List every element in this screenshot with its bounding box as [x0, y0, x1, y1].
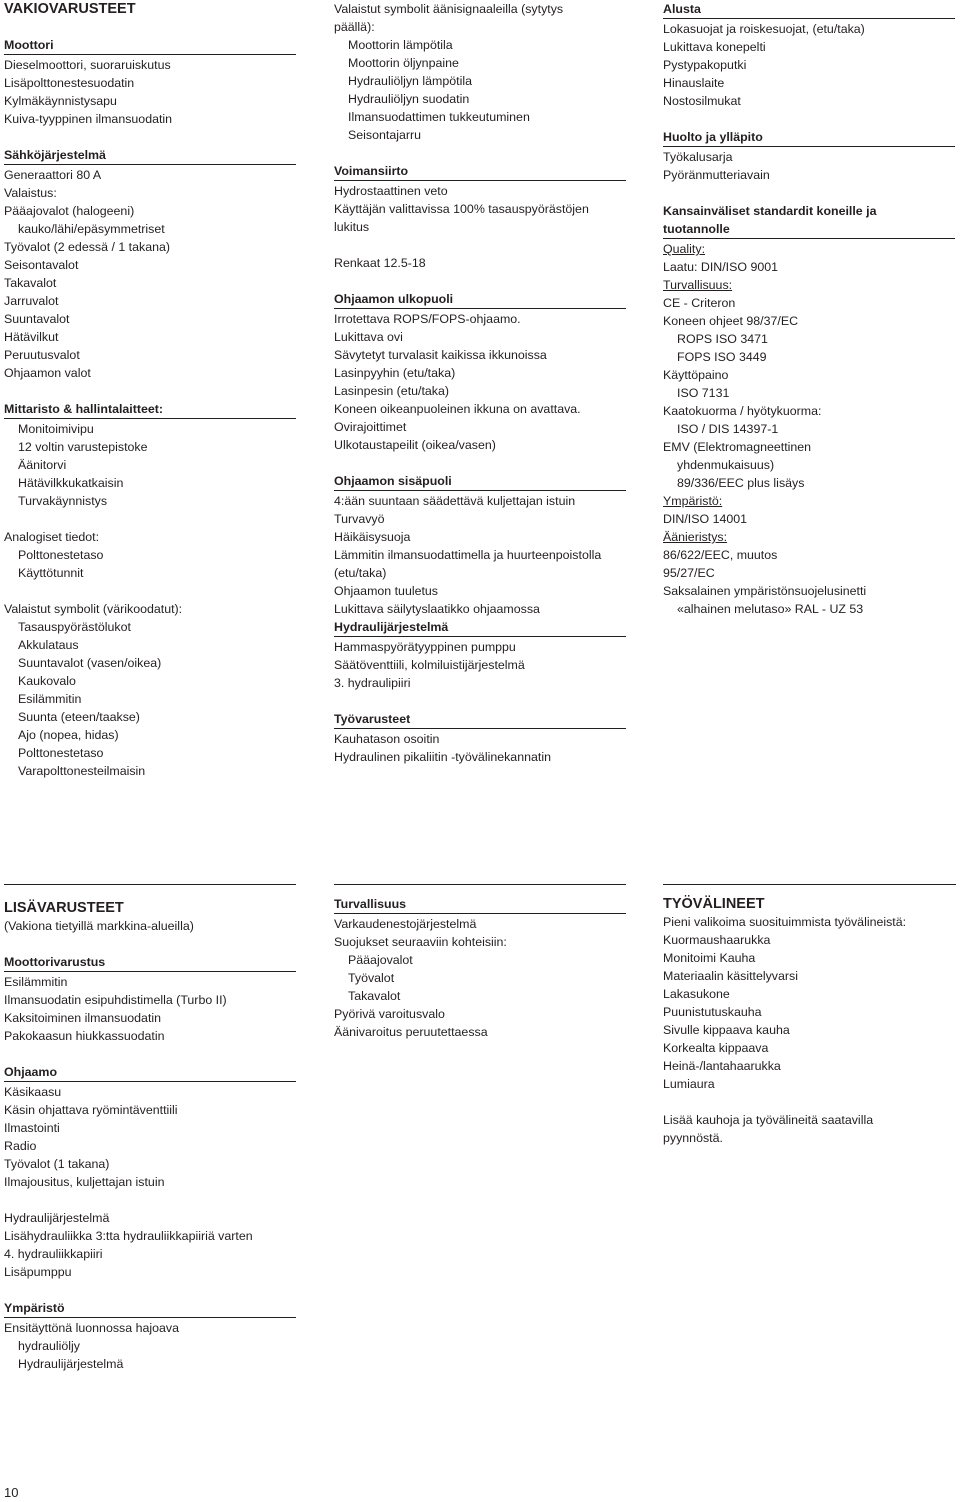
list-item: Kauhatason osoitin [334, 732, 440, 746]
list-item: Pakokaasun hiukkassuodatin [4, 1029, 165, 1043]
list-item: Äänitorvi [18, 458, 67, 472]
list-item: 89/336/EEC plus lisäys [677, 476, 805, 490]
list-item: Peruutusvalot [4, 348, 80, 362]
list-item: Hätävilkkukatkaisin [18, 476, 124, 490]
list-item: Suuntavalot (vasen/oikea) [18, 656, 162, 670]
list-item: Varkaudenestojärjestelmä [334, 917, 477, 931]
list-item: 3. hydraulipiiri [334, 676, 411, 690]
list-item: Ovirajoittimet [334, 420, 407, 434]
list-item: Hammaspyörätyyppinen pumppu [334, 640, 516, 654]
list-item: Irrotettava ROPS/FOPS-ohjaamo. [334, 312, 521, 326]
list-item: Sivulle kippaava kauha [663, 1023, 790, 1037]
list-item: Moottorin öljynpaine [348, 56, 459, 70]
list-item: Takavalot [4, 276, 57, 290]
list-item: Koneen ohjeet 98/37/EC [663, 314, 799, 328]
list-item: Hydraulinen pikaliitin -työvälinekannatin [334, 750, 551, 764]
optional-equipment-column-1 [4, 899, 296, 1373]
list-item: Monitoimi Kauha [663, 951, 756, 965]
optional-equipment-title: LISÄVARUSTEET [4, 900, 124, 916]
list-item: Hydraulijärjestelmä [18, 1357, 124, 1371]
list-item: Lokasuojat ja roiskesuojat, (etu/taka) [663, 22, 865, 36]
list-item: «alhainen melutaso» RAL - UZ 53 [677, 602, 864, 616]
list-item: Lisäpolttonestesuodatin [4, 76, 135, 90]
list-item: Äänivaroitus peruutettaessa [334, 1025, 488, 1039]
divider-line [663, 884, 956, 885]
list-item: (etu/taka) [334, 566, 387, 580]
list-item: hydrauliöljy [18, 1339, 80, 1353]
list-item: lukitus [334, 220, 370, 234]
list-item: 4. hydrauliikkapiiri [4, 1247, 103, 1261]
list-item: Ilmansuodatin esipuhdistimella (Turbo II) [4, 993, 227, 1007]
section-heading-alusta: Alusta [663, 0, 955, 19]
heading-line: Kansainväliset standardit koneille ja [663, 204, 877, 218]
list-item: Jarruvalot [4, 294, 59, 308]
section-heading-hydraulijarjestelma: Hydraulijärjestelmä [334, 618, 626, 637]
list-item: Radio [4, 1139, 37, 1153]
list-item: Turvavyö [334, 512, 385, 526]
list-item: Pääajovalot (halogeeni) [4, 204, 135, 218]
list-item: Hinauslaite [663, 76, 725, 90]
list-item: FOPS ISO 3449 [677, 350, 767, 364]
list-item: Suuntavalot [4, 312, 70, 326]
list-item: Käyttäjän valittavissa 100% tasauspyörästöjen [334, 202, 589, 216]
turvallisuus-label: Turvallisuus: [663, 278, 733, 292]
list-item: Dieselmoottori, suoraruiskutus [4, 58, 171, 72]
list-item: Generaattori 80 A [4, 168, 102, 182]
list-item: Ensitäyttönä luonnossa hajoava [4, 1321, 179, 1335]
ymparisto-label: Ympäristö: [663, 494, 723, 508]
sisapuoli-list [334, 492, 626, 618]
list-item: 4:ään suuntaan säädettävä kuljettajan istuin [334, 494, 576, 508]
list-item: Ilmansuodattimen tukkeutuminen [348, 110, 530, 124]
list-item: Puunistutuskauha [663, 1005, 762, 1019]
list-item: Lisäpumppu [4, 1265, 72, 1279]
list-item: CE - Criteron [663, 296, 736, 310]
list-item: Työvalot (1 takana) [4, 1157, 110, 1171]
list-item: Lisähydrauliikka 3:tta hydrauliikkapiiriä varten [4, 1229, 253, 1243]
aanisignaali-list [334, 36, 626, 144]
list-item: Suojukset seuraaviin kohteisiin: [334, 935, 507, 949]
page-number: 10 [4, 1485, 19, 1500]
section-heading-huolto: Huolto ja ylläpito [663, 128, 955, 147]
quality-label: Quality: [663, 242, 706, 256]
list-item: Hydraulijärjestelmä [4, 1211, 110, 1225]
tyovalineet-note-line2: pyynnöstä. [663, 1131, 723, 1145]
analogiset-heading: Analogiset tiedot: [4, 530, 100, 544]
hydraulijarjestelma-list [334, 638, 626, 692]
list-item: Pyöränmutteriavain [663, 168, 770, 182]
section-heading-voimansiirto: Voimansiirto [334, 162, 626, 181]
aanisignaali-heading-line2: päällä): [334, 20, 375, 34]
list-item: yhdenmukaisuus) [677, 458, 775, 472]
optional-equipment-column-2 [334, 895, 626, 1041]
list-item: Lämmitin ilmansuodattimella ja huurteenpoistolla [334, 548, 602, 562]
list-item: Lukittava säilytyslaatikko ohjaamossa [334, 602, 540, 616]
list-item: Hydrostaattinen veto [334, 184, 448, 198]
list-item: Pääajovalot [348, 953, 413, 967]
list-item: Saksalainen ympäristönsuojelusinetti [663, 584, 867, 598]
hydraulijarjestelma-optional-list [4, 1209, 296, 1281]
standardit-list [663, 240, 955, 618]
list-item: Kaksitoiminen ilmansuodatin [4, 1011, 162, 1025]
section-heading-turvallisuus: Turvallisuus [334, 895, 626, 914]
ohjaamo-list [4, 1083, 296, 1191]
list-item: Polttonestetaso [18, 746, 104, 760]
list-item: Korkealta kippaava [663, 1041, 769, 1055]
ulkopuoli-list [334, 310, 626, 454]
list-item: Valaistus: [4, 186, 57, 200]
list-item: kauko/lähi/epäsymmetriset [18, 222, 165, 236]
tyovalineet-list [663, 913, 955, 1093]
list-item: Ohjaamon tuuletus [334, 584, 439, 598]
list-item: Turvakäynnistys [18, 494, 108, 508]
list-item: Kylmäkäynnistysapu [4, 94, 117, 108]
mittaristo-list [4, 420, 296, 510]
list-item: Moottorin lämpötila [348, 38, 453, 52]
list-item: Materiaalin käsittelyvarsi [663, 969, 798, 983]
list-item: Hydrauliöljyn lämpötila [348, 74, 472, 88]
alusta-list [663, 20, 955, 110]
moottorivarustus-list [4, 973, 296, 1045]
list-item: Säätöventtiili, kolmiluistijärjestelmä [334, 658, 525, 672]
valaistut-symbolit-list [4, 618, 296, 780]
list-item: Ajo (nopea, hidas) [18, 728, 119, 742]
list-item: Ilmajousitus, kuljettajan istuin [4, 1175, 165, 1189]
list-item: ISO / DIS 14397-1 [677, 422, 779, 436]
section-heading-kansainvaliset-standardit [663, 202, 955, 239]
list-item: Kaukovalo [18, 674, 76, 688]
optional-equipment-subtitle: (Vakiona tietyillä markkina-alueilla) [4, 919, 194, 933]
list-item: Hätävilkut [4, 330, 59, 344]
list-item: Käyttötunnit [18, 566, 84, 580]
list-item: Sävytetyt turvalasit kaikissa ikkunoissa [334, 348, 547, 362]
list-item: Lukittava ovi [334, 330, 403, 344]
section-heading-tyovarusteet: Työvarusteet [334, 710, 626, 729]
list-item: Esilämmitin [18, 692, 82, 706]
list-item: Käsin ohjattava ryömintäventtiili [4, 1103, 178, 1117]
section-heading-moottori: Moottori [4, 36, 296, 55]
aanieristys-label: Äänieristys: [663, 530, 728, 544]
heading-line: tuotannolle [663, 222, 730, 236]
list-item: Seisontavalot [4, 258, 79, 272]
list-item: Varapolttonesteilmaisin [18, 764, 146, 778]
list-item: 95/27/EC [663, 566, 715, 580]
list-item: 86/622/EEC, muutos [663, 548, 778, 562]
list-item: EMV (Elektromagneettinen [663, 440, 812, 454]
list-item: Takavalot [348, 989, 401, 1003]
list-item: Akkulataus [18, 638, 79, 652]
list-item: Monitoimivipu [18, 422, 94, 436]
list-item: Käyttöpaino [663, 368, 729, 382]
list-item: Kuiva-tyyppinen ilmansuodatin [4, 112, 173, 126]
list-item: Koneen oikeanpuoleinen ikkuna on avattava. [334, 402, 581, 416]
section-heading-ohjaamon-sisapuoli: Ohjaamon sisäpuoli [334, 472, 626, 491]
standard-equipment-column-1 [4, 0, 296, 780]
list-item: Työvalot (2 edessä / 1 takana) [4, 240, 170, 254]
list-item: Lukittava konepelti [663, 40, 766, 54]
list-item: Työkalusarja [663, 150, 733, 164]
list-item: Pyörivä varoitusvalo [334, 1007, 445, 1021]
list-item: Esilämmitin [4, 975, 68, 989]
list-item: Ulkotaustapeilit (oikea/vasen) [334, 438, 496, 452]
list-item: Työvalot [348, 971, 395, 985]
list-item: Kaatokuorma / hyötykuorma: [663, 404, 822, 418]
list-item: Polttonestetaso [18, 548, 104, 562]
section-heading-ohjaamon-ulkopuoli: Ohjaamon ulkopuoli [334, 290, 626, 309]
list-item: Pieni valikoima suosituimmista työvälineistä: [663, 915, 907, 929]
section-heading-mittaristo: Mittaristo & hallintalaitteet: [4, 400, 296, 419]
renkaat-text: Renkaat 12.5-18 [334, 256, 426, 270]
list-item: DIN/ISO 14001 [663, 512, 748, 526]
list-item: Lasinpyyhin (etu/taka) [334, 366, 456, 380]
list-item: ROPS ISO 3471 [677, 332, 768, 346]
list-item: 12 voltin varustepistoke [18, 440, 148, 454]
list-item: Lasinpesin (etu/taka) [334, 384, 450, 398]
list-item: Kuormaushaarukka [663, 933, 771, 947]
section-heading-ohjaamo: Ohjaamo [4, 1063, 296, 1082]
section-heading-sahkojarjestelma: Sähköjärjestelmä [4, 146, 296, 165]
list-item: Ilmastointi [4, 1121, 60, 1135]
list-item: Nostosilmukat [663, 94, 741, 108]
list-item: Hydrauliöljyn suodatin [348, 92, 470, 106]
turvallisuus-list [334, 915, 626, 1041]
divider-line [334, 884, 626, 885]
aanisignaali-heading-line1: Valaistut symbolit äänisignaaleilla (sytytys [334, 2, 564, 16]
standard-equipment-column-2 [334, 0, 626, 766]
list-item: Laatu: DIN/ISO 9001 [663, 260, 779, 274]
tyovalineet-title: TYÖVÄLINEET [663, 896, 765, 912]
standard-equipment-title: VAKIOVARUSTEET [4, 1, 136, 17]
optional-equipment-column-3 [663, 895, 955, 1147]
list-item: Lakasukone [663, 987, 730, 1001]
list-item: Ohjaamon valot [4, 366, 91, 380]
list-item: Lumiaura [663, 1077, 715, 1091]
section-heading-ymparisto: Ympäristö [4, 1299, 296, 1318]
sahkojarjestelma-list [4, 166, 296, 382]
divider-line [4, 884, 296, 885]
list-item: Häikäisysuoja [334, 530, 411, 544]
standard-equipment-column-3 [663, 0, 955, 618]
list-item: Käsikaasu [4, 1085, 62, 1099]
valaistut-symbolit-heading: Valaistut symbolit (värikoodatut): [4, 602, 183, 616]
moottori-list [4, 56, 296, 128]
list-item: ISO 7131 [677, 386, 730, 400]
list-item: Pystypakoputki [663, 58, 747, 72]
list-item: Seisontajarru [348, 128, 422, 142]
list-item: Heinä-/lantahaarukka [663, 1059, 781, 1073]
list-item: Suunta (eteen/taakse) [18, 710, 140, 724]
tyovalineet-note-line1: Lisää kauhoja ja työvälineitä saatavilla [663, 1113, 874, 1127]
section-heading-moottorivarustus: Moottorivarustus [4, 953, 296, 972]
list-item: Tasauspyörästölukot [18, 620, 131, 634]
